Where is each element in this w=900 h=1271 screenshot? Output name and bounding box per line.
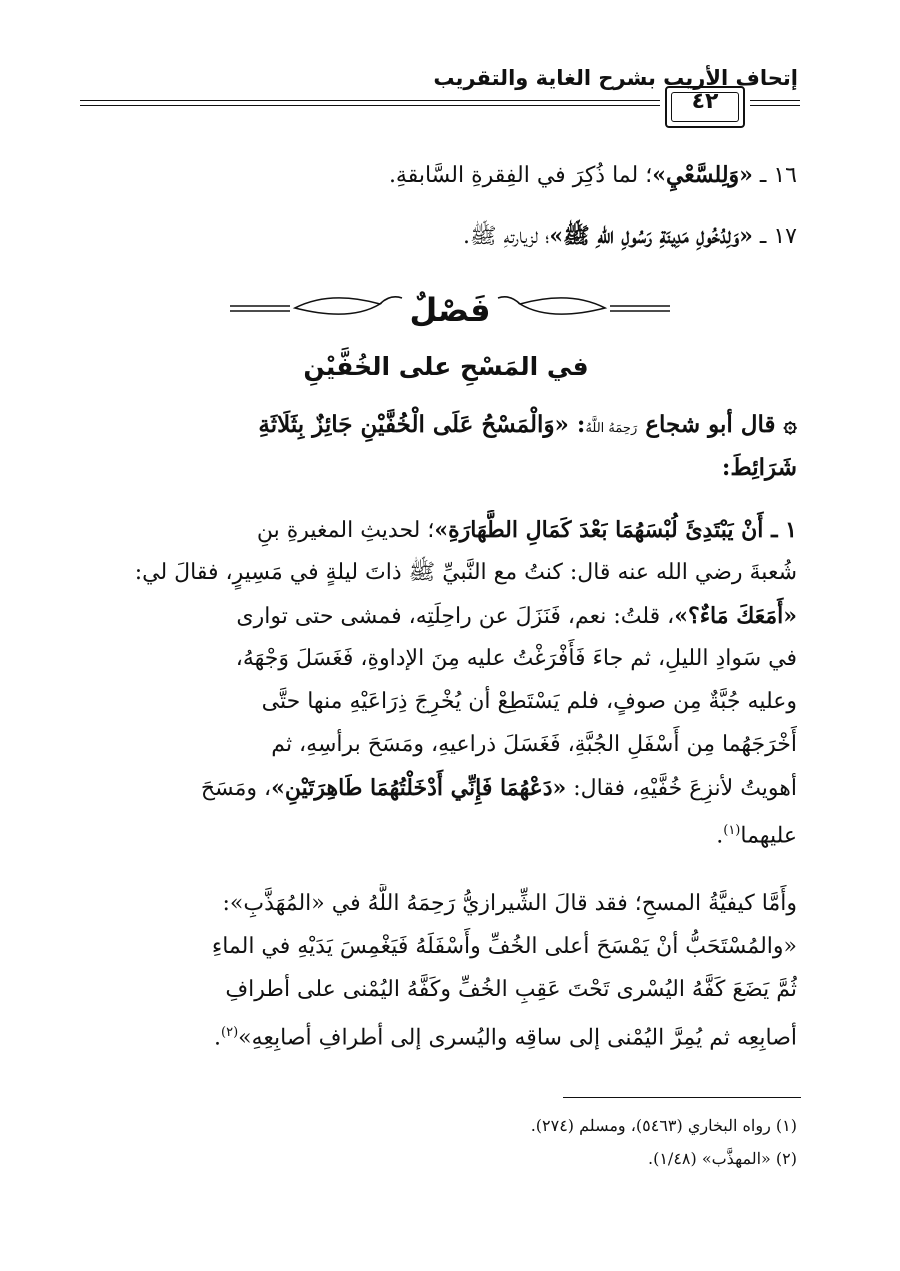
page-number-box — [665, 86, 745, 128]
paragraph-text: أهويتُ لأنزِعَ خُفَّيْهِ، فقال: — [573, 776, 797, 801]
paragraph-line — [95, 510, 797, 551]
list-item — [95, 155, 797, 196]
paragraph-line: أصابِعِه ثم يُمِرَّ اليُمْنى إلى ساقِه واليُسرى إلى أطرافِ أصابِعِهِ»$^{(٢)}$. — [214, 1025, 797, 1051]
matn-line: شَرَائِطَ: — [721, 454, 797, 481]
paragraph-line — [95, 596, 797, 637]
hadith-quote: «دَعْهُمَا فَإِنِّي أَدْخَلْتُهُمَا طَاهِرَتَيْنِ» — [271, 775, 567, 801]
paragraph-line: عليهما$^{(١)}$. — [716, 823, 797, 849]
header-rule — [750, 100, 800, 101]
footnote — [95, 1113, 797, 1139]
paragraph-text: ؛ لحديثِ المغيرةِ بنِ — [256, 518, 435, 543]
list-number: ١٦ ـ — [759, 163, 797, 188]
matn-line — [95, 405, 797, 449]
footnote-text: رواه البخاري (٥٤٦٣)، ومسلم (٢٧٤). — [530, 1116, 771, 1135]
section-title: فَصْلٌ — [409, 291, 491, 329]
paragraph-line: وأَمَّا كيفيَّةُ المسحِ؛ فقد قالَ الشِّيرازيُّ رَحِمَهُ اللَّهُ في «المُهَذَّبِ»: — [222, 891, 797, 916]
paragraph-text: ، قلتُ: نعم، فَنَزَلَ عن راحِلَتِه، فمشى حتى توارى — [236, 604, 675, 629]
paragraph-line: أَخْرَجَهُما مِن أَسْفَلِ الجُبَّةِ، فَغَسَلَ ذراعيهِ، ومَسَحَ برأسِهِ، ثم — [271, 732, 797, 757]
list-text: ؛ لما ذُكِرَ في الفِقرةِ السَّابقةِ. — [388, 163, 653, 188]
condition-quote: ١ ـ أَنْ يَبْتَدِئَ لُبْسَهُمَا بَعْدَ كَمَالِ الطَّهَارَةِ» — [434, 517, 797, 543]
list-text: ؛ لزيارتهِ ﷺ. — [463, 224, 550, 249]
paragraph-line: وعليه جُبَّةٌ مِن صوفٍ، فلم يَسْتَطِعْ أن يُخْرِجَ ذِرَاعَيْهِ منها حتَّى — [261, 689, 797, 714]
hadith-quote: «أَمَعَكَ مَاءٌ؟» — [674, 603, 797, 629]
list-quote: «وَلِدُخُولِ مَدِينَةِ رَسُولِ اللهِ ﷺ» — [549, 223, 753, 249]
list-quote: «وَلِلسَّعْيِ» — [652, 162, 753, 188]
paragraph-line: في سَوادِ الليلِ، ثم جاءَ فَأَفْرَغْتُ عليه مِنَ الإداوةِ، فَغَسَلَ وَجْهَهُ، — [235, 646, 797, 671]
page-number: ٤٢ — [691, 89, 719, 114]
footnote-rule — [563, 1097, 801, 1098]
running-title: إتحاف الأريب بشرح الغاية والتقريب — [433, 66, 798, 90]
header-rule — [750, 105, 800, 106]
paragraph-text: عليهما — [740, 823, 797, 849]
footnote-ref: (١) — [723, 823, 741, 838]
paragraph-text: أصابِعِه ثم يُمِرَّ اليُمْنى إلى ساقِه واليُسرى إلى أطرافِ أصابِعِهِ» — [238, 1025, 797, 1051]
footnote-ref: (٢) — [221, 1025, 239, 1040]
matn-quote: : «وَالْمَسْحُ عَلَى الْخُفَّيْنِ جَائِزٌ بِثَلَاثَةِ — [258, 411, 586, 438]
honorific: رَحِمَهُ اللَّهُ — [585, 421, 638, 436]
footnote-marker: (٢) — [775, 1149, 797, 1168]
footnote-text: «المهذَّب» (١/٤٨). — [648, 1149, 771, 1168]
header-rule — [80, 105, 660, 106]
footnote-marker: (١) — [775, 1116, 797, 1135]
paragraph-line: ثُمَّ يَضَعَ كَفَّهُ اليُسْرى تَحْتَ عَقِبِ الخُفِّ وكَفَّهُ اليُمْنى على أطرافِ — [225, 977, 797, 1002]
header-rule — [80, 100, 660, 101]
paragraph-line: «والمُسْتَحَبُّ أنْ يَمْسَحَ أعلى الخُفِّ وأَسْفَلَهُ فَيَغْمِسَ يَدَيْهِ في الماءِ — [211, 934, 797, 959]
paragraph-line — [95, 768, 797, 809]
list-item — [95, 216, 797, 257]
paragraph-line: شُعبةَ رضي الله عنه قال: كنتُ مع النَّبيِّ ﷺ ذاتَ ليلةٍ في مَسِيرٍ، فقالَ لي: — [134, 560, 797, 585]
list-number: ١٧ ـ — [759, 224, 797, 249]
section-subtitle: في المَسْحِ على الخُفَّيْنِ — [303, 352, 589, 381]
paragraph-text: ، ومَسَحَ — [200, 776, 272, 801]
footnote — [95, 1146, 797, 1172]
matn-mark-icon: ۞ — [783, 411, 797, 438]
matn-lead: قال أبو شجاع — [645, 411, 776, 438]
